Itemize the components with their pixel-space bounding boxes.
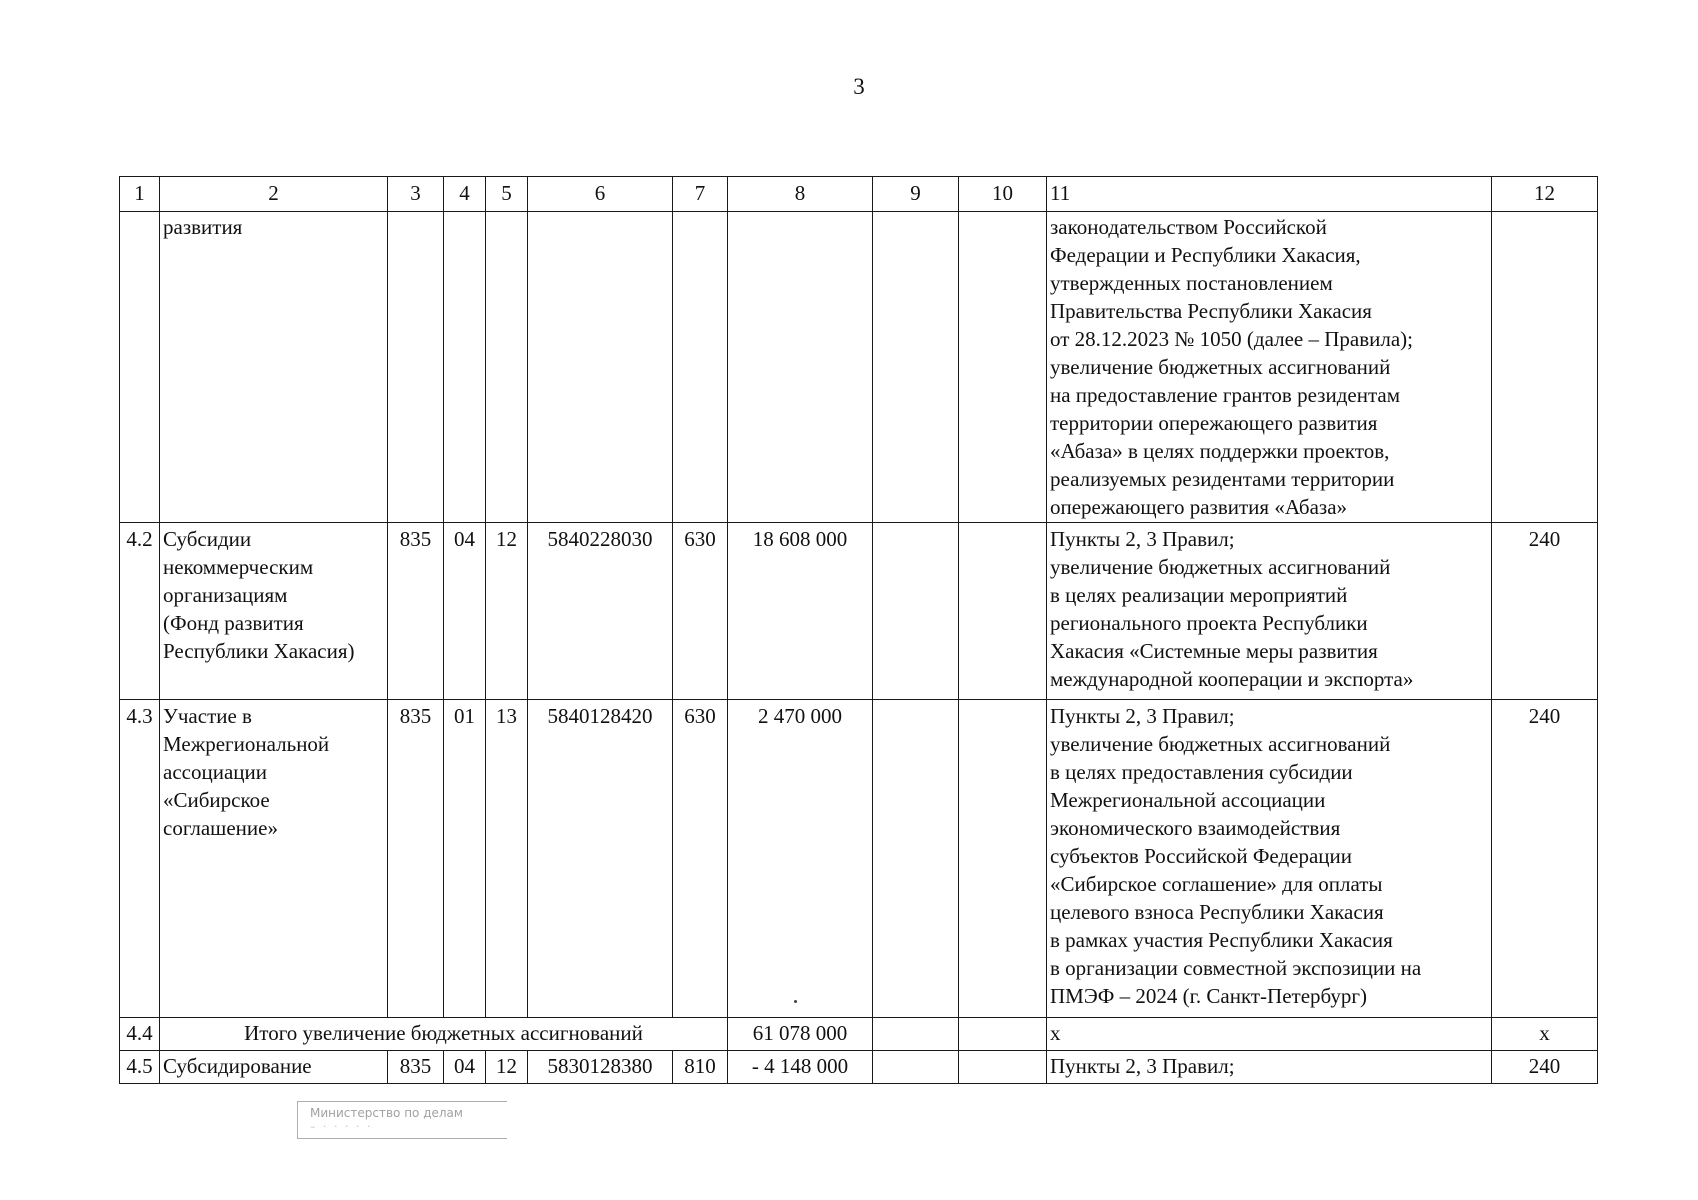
code-cell: 835	[388, 523, 444, 700]
code-cell: 240	[1492, 700, 1598, 1018]
text-line: экономического взаимодействия	[1050, 816, 1341, 840]
text-line: ассоциации	[163, 760, 267, 784]
text-line: в целях предоставления субсидии	[1050, 760, 1353, 784]
text-line: «Сибирское	[163, 788, 270, 812]
header-cell: 2	[160, 177, 388, 212]
text-line: международной кооперации и экспорта»	[1050, 667, 1414, 691]
table-row	[120, 1051, 1598, 1084]
text-line: Участие в	[163, 704, 252, 728]
stamp-text: Министерство по делам	[310, 1106, 463, 1120]
text-line: в целях реализации мероприятий	[1050, 583, 1348, 607]
code-cell: 01	[444, 700, 486, 1018]
header-cell: 6	[528, 177, 673, 212]
text-line: ПМЭФ – 2024 (г. Санкт-Петербург)	[1050, 984, 1368, 1008]
header-cell: 8	[728, 177, 873, 212]
text-line: (Фонд развития	[163, 611, 304, 635]
code-cell: 12	[486, 1051, 528, 1084]
header-cell: 10	[959, 177, 1047, 212]
empty-cell	[959, 1051, 1047, 1084]
stamp-faint-text: – · · · · ·	[310, 1120, 373, 1133]
empty-cell	[873, 1051, 959, 1084]
total-amount-cell: 61 078 000	[728, 1018, 873, 1051]
amount-cell: 18 608 000	[728, 523, 873, 700]
code-cell: 12	[486, 523, 528, 700]
name-cell: развития	[160, 212, 388, 523]
table-row	[120, 700, 1598, 1018]
text-line: увеличение бюджетных ассигнований	[1050, 555, 1391, 579]
ministry-stamp	[297, 1101, 507, 1139]
text-line: утвержденных постановлением	[1050, 271, 1333, 295]
table-row	[120, 523, 1598, 700]
text-line: регионального проекта Республики	[1050, 611, 1368, 635]
code-cell: 04	[444, 1051, 486, 1084]
name-cell	[160, 700, 388, 1018]
empty-cell	[486, 212, 528, 523]
scan-dot	[794, 1000, 797, 1003]
text-line: Хакасия «Системные меры развития	[1050, 639, 1378, 663]
code-cell: 835	[388, 700, 444, 1018]
text-line: целевого взноса Республики Хакасия	[1050, 900, 1384, 924]
justification-cell	[1047, 212, 1492, 523]
text-line: организациям	[163, 583, 288, 607]
empty-cell	[873, 1018, 959, 1051]
row-number-cell: 4.2	[120, 523, 160, 700]
justification-cell: x	[1047, 1018, 1492, 1051]
empty-cell	[959, 1018, 1047, 1051]
text-line: Правительства Республики Хакасия	[1050, 299, 1372, 323]
header-cell: 7	[673, 177, 728, 212]
continuation-row	[120, 212, 1598, 523]
justification-cell: Пункты 2, 3 Правил;	[1047, 1051, 1492, 1084]
text-line: Пункты 2, 3 Правил;	[1050, 704, 1235, 728]
text-line: «Абаза» в целях поддержки проектов,	[1050, 439, 1390, 463]
text-line: в рамках участия Республики Хакасия	[1050, 928, 1393, 952]
empty-cell	[873, 212, 959, 523]
text-line: от 28.12.2023 № 1050 (далее – Правила);	[1050, 327, 1414, 351]
text-line: территории опережающего развития	[1050, 411, 1378, 435]
code-cell: 630	[673, 700, 728, 1018]
header-row	[120, 177, 1598, 212]
text-line: увеличение бюджетных ассигнований	[1050, 732, 1391, 756]
text-line: некоммерческим	[163, 555, 314, 579]
code-cell: x	[1492, 1018, 1598, 1051]
text-line: соглашение»	[163, 816, 278, 840]
text-line: субъектов Российской Федерации	[1050, 844, 1353, 868]
empty-cell	[728, 212, 873, 523]
code-cell: 240	[1492, 1051, 1598, 1084]
header-cell: 4	[444, 177, 486, 212]
code-cell: 5830128380	[528, 1051, 673, 1084]
header-cell: 5	[486, 177, 528, 212]
text-line: увеличение бюджетных ассигнований	[1050, 355, 1391, 379]
empty-cell	[873, 523, 959, 700]
empty-cell	[444, 212, 486, 523]
row-number-cell	[120, 212, 160, 523]
name-cell: Субсидирование	[160, 1051, 388, 1084]
text-line: Пункты 2, 3 Правил;	[1050, 527, 1235, 551]
page-number: 3	[853, 74, 865, 99]
empty-cell	[528, 212, 673, 523]
text-line: Субсидии	[163, 527, 252, 551]
code-cell: 810	[673, 1051, 728, 1084]
text-line: реализуемых резидентами территории	[1050, 467, 1395, 491]
code-cell: 5840228030	[528, 523, 673, 700]
empty-cell	[959, 523, 1047, 700]
text-line: в организации совместной экспозиции на	[1050, 956, 1422, 980]
text-line: Межрегиональной	[163, 732, 330, 756]
code-cell: 835	[388, 1051, 444, 1084]
empty-cell	[1492, 212, 1598, 523]
row-number-cell: 4.3	[120, 700, 160, 1018]
code-cell: 04	[444, 523, 486, 700]
row-number-cell: 4.4	[120, 1018, 160, 1051]
header-cell: 1	[120, 177, 160, 212]
code-cell: 240	[1492, 523, 1598, 700]
text-line: Федерации и Республики Хакасия,	[1050, 243, 1361, 267]
total-row	[120, 1018, 1598, 1051]
name-cell	[160, 523, 388, 700]
header-cell: 11	[1047, 177, 1492, 212]
code-cell: 5840128420	[528, 700, 673, 1018]
code-cell: 630	[673, 523, 728, 700]
empty-cell	[959, 212, 1047, 523]
text-line: Межрегиональной ассоциации	[1050, 788, 1326, 812]
amount-cell: 2 470 000	[728, 700, 873, 1018]
empty-cell	[388, 212, 444, 523]
empty-cell	[873, 700, 959, 1018]
amount-cell: - 4 148 000	[728, 1051, 873, 1084]
text-line: на предоставление грантов резидентам	[1050, 383, 1400, 407]
budget-table	[119, 176, 1598, 1084]
row-number-cell: 4.5	[120, 1051, 160, 1084]
empty-cell	[673, 212, 728, 523]
total-label: Итого увеличение бюджетных ассигнований	[160, 1018, 728, 1051]
header-cell: 3	[388, 177, 444, 212]
text-line: законодательством Российской	[1050, 215, 1327, 239]
justification-cell	[1047, 700, 1492, 1018]
text-line: Республики Хакасия)	[163, 639, 355, 663]
text-line: опережающего развития «Абаза»	[1050, 495, 1348, 519]
header-cell: 9	[873, 177, 959, 212]
header-cell: 12	[1492, 177, 1598, 212]
code-cell: 13	[486, 700, 528, 1018]
text-line: «Сибирское соглашение» для оплаты	[1050, 872, 1383, 896]
empty-cell	[959, 700, 1047, 1018]
justification-cell	[1047, 523, 1492, 700]
